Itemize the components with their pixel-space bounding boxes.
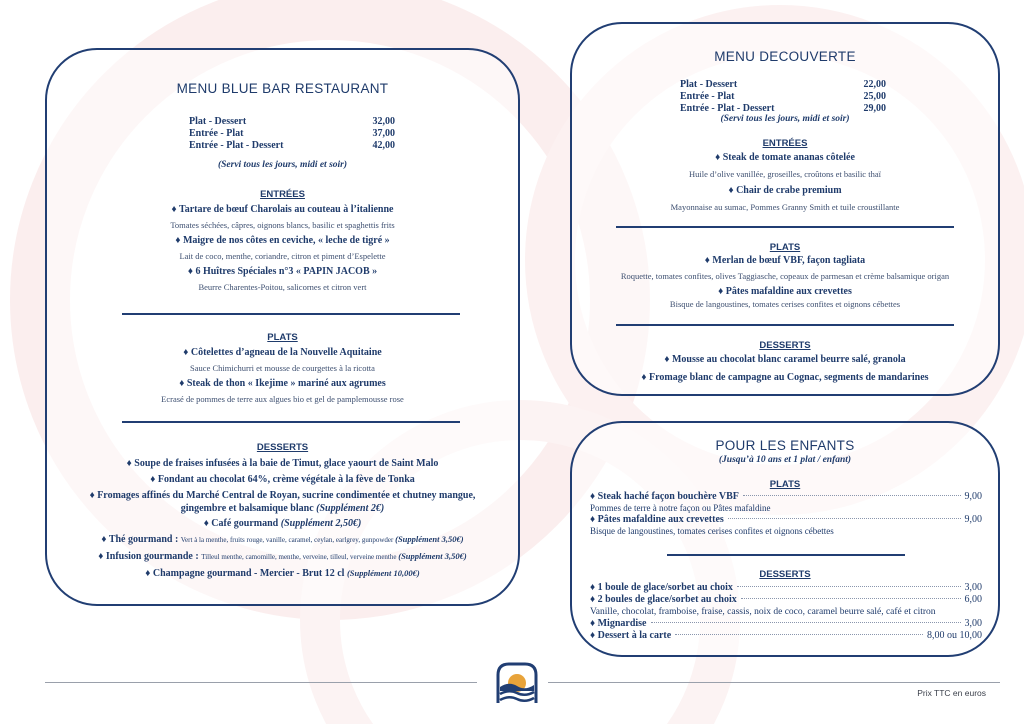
formula-label: Entrée - Plat - Dessert <box>189 140 284 151</box>
price-note: Prix TTC en euros <box>917 688 986 698</box>
dish-name: ♦ Pâtes mafaldine aux crevettes <box>718 286 852 297</box>
kids-item-row <box>590 514 982 526</box>
supplement-note: (Supplément 10,00€) <box>346 568 420 578</box>
dessert-item-text: ♦ Infusion gourmande : <box>98 551 202 562</box>
dish-name: ♦ Tartare de bœuf Charolais au couteau à l’italienne <box>171 204 394 215</box>
footer-line-right <box>548 682 1000 683</box>
dessert-item: ♦ Fondant au chocolat 64%, crème végétale à la fève de Tonka <box>150 474 415 485</box>
dish-name: ♦ Côtelettes d’agneau de la Nouvelle Aquitaine <box>183 347 382 358</box>
dot-leader <box>651 622 961 623</box>
dessert-item: ♦ Fromage blanc de campagne au Cognac, segments de mandarines <box>641 372 929 383</box>
footer-line-left <box>45 682 477 683</box>
decouverte-entrees-heading: ENTRÉES <box>762 138 808 149</box>
formula-label: Plat - Dessert <box>680 79 738 90</box>
kids-item-row <box>590 630 982 642</box>
kids-item-description: Bisque de langoustines, tomates cerises confites et oignons cébettes <box>590 526 834 536</box>
supplement-note: (Supplément 3,50€) <box>398 551 467 561</box>
restaurant-logo-icon <box>494 661 540 705</box>
formula-price: 32,00 <box>372 116 395 127</box>
dish-name: ♦ Maigre de nos côtes en ceviche, « leche de tigré » <box>175 235 390 246</box>
dessert-item-text: ♦ Thé gourmand : <box>101 534 181 545</box>
supplement-note: (Supplément 2€) <box>316 503 385 514</box>
kids-menu-subtitle: (Jusqu’à 10 ans et 1 plat / enfant) <box>718 455 852 465</box>
menu-decouverte-card <box>570 22 1000 396</box>
dessert-item: ♦ Fromages affinés du Marché Central de Royan, sucrine condimentée et chutney mangue, <box>89 490 476 501</box>
dessert-item <box>47 502 518 515</box>
kids-item-row <box>590 594 982 606</box>
supplement-note: (Supplément 2,50€) <box>280 518 362 529</box>
dessert-item <box>47 550 518 564</box>
kids-item-name: ♦ 2 boules de glace/sorbet au choix <box>590 594 737 605</box>
dish-description: Lait de coco, menthe, coriandre, citron et piment d’Espelette <box>179 251 386 261</box>
dessert-item <box>47 517 518 530</box>
formula-row <box>680 79 886 91</box>
kids-plats-heading: PLATS <box>769 479 801 490</box>
formula-row <box>680 91 886 103</box>
dessert-item: ♦ Mousse au chocolat blanc caramel beurre salé, granola <box>664 354 906 365</box>
formula-label: Entrée - Plat - Dessert <box>680 103 775 114</box>
dessert-item-text: ♦ Café gourmand <box>203 518 281 529</box>
kids-item-row <box>590 618 982 630</box>
blue-bar-entrees-heading: ENTRÉES <box>260 189 305 200</box>
kids-item-description: Vanille, chocolat, framboise, fraise, cassis, noix de coco, caramel beurre salé, café et citron <box>590 607 936 617</box>
kids-item-description: Pommes de terre à notre façon ou Pâtes mafaldine <box>590 503 771 513</box>
dish-name: ♦ Steak de thon « Ikejime » mariné aux agrumes <box>179 378 386 389</box>
dish-name: ♦ 6 Huîtres Spéciales n°3 « PAPIN JACOB » <box>187 266 378 277</box>
divider <box>122 421 460 423</box>
decouverte-plats-list <box>572 254 998 310</box>
supplement-note: (Supplément 3,50€) <box>395 534 464 544</box>
dish-description: Ecrasé de pommes de terre aux algues bio et gel de pamplemousse rose <box>161 394 404 404</box>
kids-item-price: 3,00 <box>964 618 982 629</box>
dessert-item: ♦ Soupe de fraises infusées à la baie de Timut, glace yaourt de Saint Malo <box>126 458 439 469</box>
kids-plats-list <box>590 491 982 537</box>
menu-decouverte-title: MENU DECOUVERTE <box>714 49 856 64</box>
formula-row <box>189 116 395 128</box>
formula-label: Entrée - Plat <box>189 128 244 139</box>
formula-price: 37,00 <box>372 128 395 139</box>
kids-item-name: ♦ Dessert à la carte <box>590 630 672 641</box>
dot-leader <box>728 518 961 519</box>
blue-bar-entrees-list <box>47 203 518 296</box>
formula-price: 42,00 <box>372 140 395 151</box>
decouverte-serving-note: (Servi tous les jours, midi et soir) <box>720 114 850 124</box>
divider <box>122 313 460 315</box>
kids-item-row <box>590 582 982 594</box>
kids-item-name: ♦ Pâtes mafaldine aux crevettes <box>590 514 724 525</box>
dish-name: ♦ Merlan de bœuf VBF, façon tagliata <box>704 255 866 266</box>
kids-desserts-list <box>590 582 982 642</box>
decouverte-entrees-list <box>572 151 998 217</box>
kids-item-price: 6,00 <box>964 594 982 605</box>
dish-name: ♦ Steak de tomate ananas côtelée <box>715 152 855 163</box>
decouverte-desserts-list <box>572 353 998 384</box>
dot-leader <box>743 495 961 496</box>
kids-item-name: ♦ 1 boule de glace/sorbet au choix <box>590 582 733 593</box>
dish-description: Tomates séchées, câpres, oignons blancs, basilic et spaghettis frits <box>170 220 395 230</box>
dessert-item <box>47 567 518 580</box>
divider <box>667 554 905 556</box>
dish-description: Sauce Chimichurri et mousse de courgettes à la ricotta <box>190 363 375 373</box>
formula-price: 25,00 <box>863 91 886 102</box>
kids-item-price: 9,00 <box>964 514 982 525</box>
menu-blue-bar-card <box>45 48 520 606</box>
formula-label: Plat - Dessert <box>189 116 247 127</box>
divider <box>616 226 954 228</box>
kids-item-row <box>590 491 982 503</box>
kids-item-price: 9,00 <box>964 491 982 502</box>
divider <box>616 324 954 326</box>
blue-bar-formulas <box>189 116 395 152</box>
formula-price: 22,00 <box>863 79 886 90</box>
kids-item-price: 3,00 <box>964 582 982 593</box>
dot-leader <box>737 586 961 587</box>
formula-label: Entrée - Plat <box>680 91 735 102</box>
dessert-item-details: Tilleul menthe, camomille, menthe, verveine, tilleul, verveine menthe <box>201 553 399 561</box>
blue-bar-serving-note: (Servi tous les jours, midi et soir) <box>217 160 348 170</box>
kids-menu-card <box>570 421 1000 657</box>
dish-description: Beurre Charentes-Poitou, salicornes et citron vert <box>198 282 367 292</box>
dessert-item <box>47 533 518 547</box>
formula-price: 29,00 <box>863 103 886 114</box>
formula-row <box>189 140 395 152</box>
kids-item-name: ♦ Steak haché façon bouchère VBF <box>590 491 739 502</box>
blue-bar-desserts-heading: DESSERTS <box>256 442 309 453</box>
dessert-item-details: Vert à la menthe, fruits rouge, vanille, caramel, ceylan, earlgrey, gunpowder <box>180 536 396 544</box>
dish-description: Huile d’olive vanillée, groseilles, croûtons et basilic thaï <box>689 169 881 179</box>
kids-desserts-heading: DESSERTS <box>759 569 811 580</box>
dish-description: Mayonnaise au sumac, Pommes Granny Smith et tuile croustillante <box>670 202 900 212</box>
menu-blue-bar-title: MENU BLUE BAR RESTAURANT <box>176 81 389 96</box>
kids-item-price: 8,00 ou 10,00 <box>927 630 982 641</box>
dish-description: Roquette, tomates confites, olives Taggiasche, copeaux de parmesan et crème balsamique origan <box>620 271 950 281</box>
blue-bar-plats-heading: PLATS <box>267 332 298 343</box>
kids-menu-title: POUR LES ENFANTS <box>715 438 855 453</box>
blue-bar-desserts-list <box>47 457 518 580</box>
dish-description: Bisque de langoustines, tomates cerises confites et oignons cébettes <box>669 299 901 309</box>
dessert-item-text: ♦ Champagne gourmand - Mercier - Brut 12 cl <box>145 568 347 579</box>
decouverte-desserts-heading: DESSERTS <box>759 340 811 351</box>
kids-item-name: ♦ Mignardise <box>590 618 647 629</box>
dot-leader <box>675 634 923 635</box>
formula-row <box>189 128 395 140</box>
dot-leader <box>741 598 961 599</box>
decouverte-formulas <box>680 79 886 115</box>
dish-name: ♦ Chair de crabe premium <box>728 185 842 196</box>
decouverte-plats-heading: PLATS <box>769 242 801 253</box>
dessert-item-text: gingembre et balsamique blanc <box>180 503 317 514</box>
blue-bar-plats-list <box>47 346 518 408</box>
